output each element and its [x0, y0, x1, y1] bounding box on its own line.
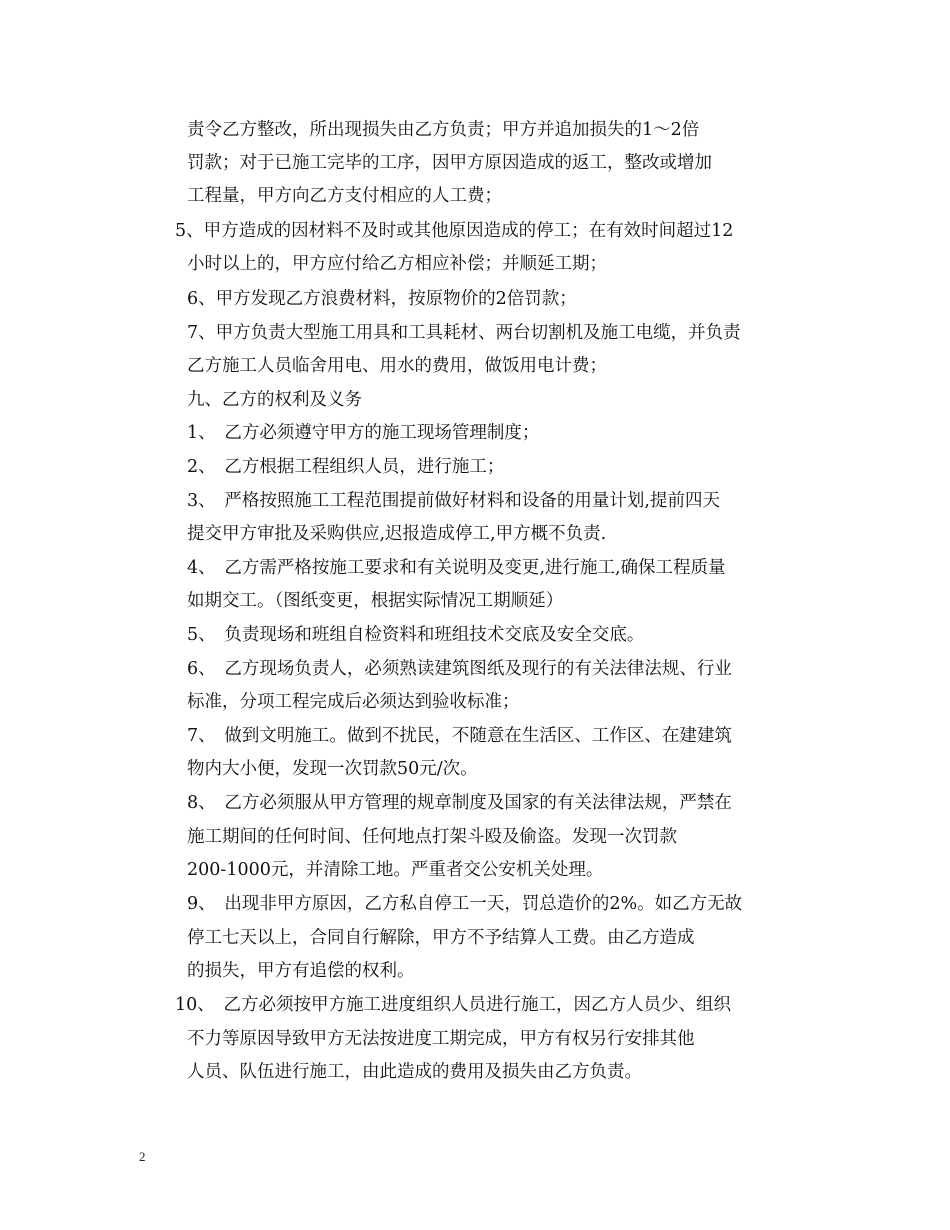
page-number: 2	[139, 1149, 146, 1164]
text-line: 5、 负责现场和班组自检资料和班组技术交底及安全交底。	[187, 625, 645, 645]
text-line: 罚款；对于已施工完毕的工序，因甲方原因造成的返工，整改或增加	[187, 153, 712, 173]
text-line: 3、 严格按照施工工程范围提前做好材料和设备的用量计划,提前四天	[187, 491, 720, 511]
section-heading: 九、乙方的权利及义务	[187, 390, 362, 410]
text-line: 提交甲方审批及采购供应,迟报造成停工,甲方概不负责.	[187, 524, 607, 544]
text-line: 9、 出现非甲方原因，乙方私自停工一天，罚总造价的2%。如乙方无故	[187, 894, 743, 914]
text-line: 6、甲方发现乙方浪费材料，按原物价的2倍罚款；	[187, 289, 577, 309]
text-line: 7、甲方负责大型施工用具和工具耗材、两台切割机及施工电缆，并负责	[187, 323, 741, 343]
text-line: 1、 乙方必须遵守甲方的施工现场管理制度；	[187, 423, 540, 443]
text-line: 施工期间的任何时间、任何地点打架斗殴及偷盗。发现一次罚款	[187, 827, 677, 847]
text-line: 6、 乙方现场负责人，必须熟读建筑图纸及现行的有关法律法规、行业	[187, 659, 732, 679]
text-line: 200-1000元，并清除工地。严重者交公安机关处理。	[187, 860, 604, 880]
text-line: 物内大小便，发现一次罚款50元/次。	[187, 759, 478, 779]
text-line: 不力等原因导致甲方无法按进度工期完成，甲方有权另行安排其他	[187, 1029, 695, 1049]
text-line: 2、 乙方根据工程组织人员，进行施工；	[187, 457, 505, 477]
text-line: 乙方施工人员临舍用电、用水的费用，做饭用电计费；	[187, 356, 607, 376]
text-line: 8、 乙方必须服从甲方管理的规章制度及国家的有关法律法规，严禁在	[187, 793, 732, 813]
text-line: 的损失，甲方有追偿的权利。	[187, 961, 415, 981]
text-line: 标准，分项工程完成后必须达到验收标准；	[187, 692, 520, 712]
text-line: 10、 乙方必须按甲方施工进度组织人员进行施工，因乙方人员少、组织	[175, 995, 732, 1015]
text-line: 停工七天以上，合同自行解除，甲方不予结算人工费。由乙方造成	[187, 928, 695, 948]
text-line: 5、甲方造成的因材料不及时或其他原因造成的停工；在有效时间超过12	[175, 221, 734, 241]
text-line: 如期交工。（图纸变更，根据实际情况工期顺延）	[187, 591, 564, 611]
text-line: 责令乙方整改，所出现损失由乙方负责；甲方并追加损失的1～2倍	[187, 120, 700, 140]
text-line: 人员、队伍进行施工，由此造成的费用及损失由乙方负责。	[187, 1062, 642, 1082]
text-line: 7、 做到文明施工。做到不扰民，不随意在生活区、工作区、在建建筑	[187, 726, 732, 746]
text-line: 工程量，甲方向乙方支付相应的人工费；	[187, 186, 502, 206]
text-line: 4、 乙方需严格按施工要求和有关说明及变更,进行施工,确保工程质量	[187, 558, 726, 578]
text-line: 小时以上的，甲方应付给乙方相应补偿；并顺延工期；	[187, 254, 607, 274]
